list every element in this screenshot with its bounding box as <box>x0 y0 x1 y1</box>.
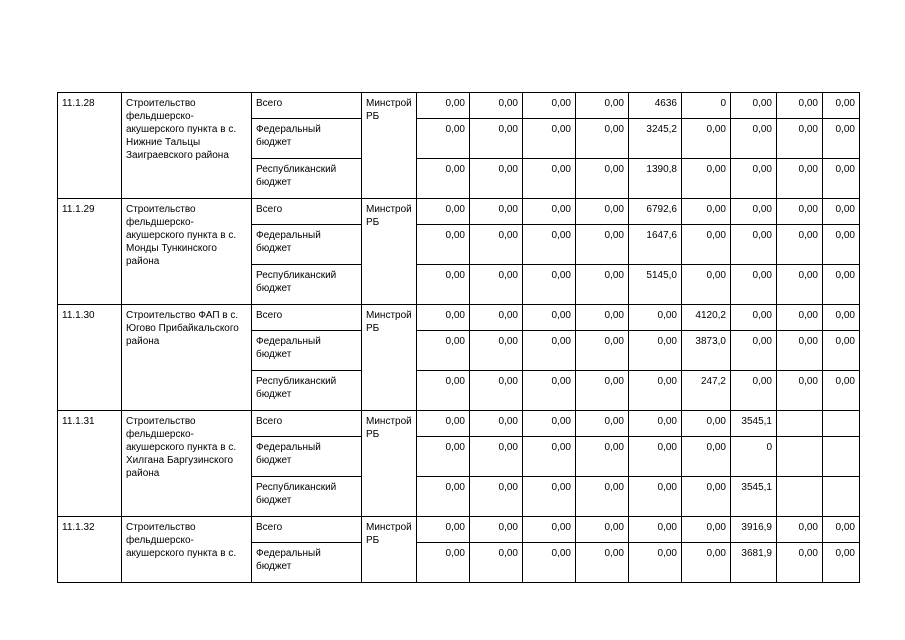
amount-cell <box>777 477 823 517</box>
amount-cell: 0,00 <box>417 371 470 411</box>
amount-cell: 0,00 <box>777 119 823 159</box>
amount-cell: 3545,1 <box>731 477 777 517</box>
funding-source: Федеральный бюджет <box>252 331 362 371</box>
amount-cell: 0,00 <box>470 159 523 199</box>
amount-cell: 0,00 <box>576 119 629 159</box>
amount-cell: 0,00 <box>823 543 860 583</box>
amount-cell: 0,00 <box>523 543 576 583</box>
amount-cell: 0,00 <box>731 225 777 265</box>
executor: Минстрой РБ <box>362 305 417 411</box>
amount-cell: 0,00 <box>731 331 777 371</box>
amount-cell: 0,00 <box>682 543 731 583</box>
amount-cell: 3545,1 <box>731 411 777 437</box>
amount-cell: 0,00 <box>823 371 860 411</box>
amount-cell: 0,00 <box>417 199 470 225</box>
amount-cell <box>823 411 860 437</box>
amount-cell: 0,00 <box>629 331 682 371</box>
amount-cell: 6792,6 <box>629 199 682 225</box>
amount-cell: 0,00 <box>777 199 823 225</box>
executor: Минстрой РБ <box>362 199 417 305</box>
amount-cell: 0,00 <box>682 517 731 543</box>
amount-cell: 0,00 <box>823 331 860 371</box>
amount-cell: 0,00 <box>777 93 823 119</box>
amount-cell: 3681,9 <box>731 543 777 583</box>
amount-cell: 0,00 <box>682 411 731 437</box>
amount-cell: 0,00 <box>777 265 823 305</box>
executor: Минстрой РБ <box>362 517 417 583</box>
amount-cell: 0,00 <box>523 159 576 199</box>
amount-cell: 0,00 <box>629 371 682 411</box>
amount-cell: 4120,2 <box>682 305 731 331</box>
amount-cell: 0,00 <box>523 477 576 517</box>
amount-cell <box>777 437 823 477</box>
amount-cell: 0,00 <box>823 305 860 331</box>
amount-cell: 0,00 <box>576 225 629 265</box>
amount-cell: 247,2 <box>682 371 731 411</box>
amount-cell: 3873,0 <box>682 331 731 371</box>
amount-cell: 0,00 <box>576 543 629 583</box>
amount-cell <box>777 411 823 437</box>
amount-cell: 0,00 <box>731 305 777 331</box>
funding-source: Республиканский бюджет <box>252 265 362 305</box>
amount-cell: 0,00 <box>417 543 470 583</box>
amount-cell: 0,00 <box>470 411 523 437</box>
amount-cell: 1647,6 <box>629 225 682 265</box>
amount-cell: 0,00 <box>417 331 470 371</box>
amount-cell: 3245,2 <box>629 119 682 159</box>
executor: Минстрой РБ <box>362 93 417 199</box>
amount-cell: 0,00 <box>470 265 523 305</box>
amount-cell: 0,00 <box>823 119 860 159</box>
amount-cell: 0,00 <box>523 93 576 119</box>
amount-cell: 0,00 <box>523 119 576 159</box>
item-code: 11.1.30 <box>58 305 122 411</box>
amount-cell: 0,00 <box>629 411 682 437</box>
amount-cell: 0,00 <box>417 119 470 159</box>
amount-cell: 0,00 <box>523 437 576 477</box>
table-row <box>58 199 860 225</box>
amount-cell: 0,00 <box>629 437 682 477</box>
amount-cell: 1390,8 <box>629 159 682 199</box>
item-code: 11.1.32 <box>58 517 122 583</box>
amount-cell: 4636 <box>629 93 682 119</box>
amount-cell: 0,00 <box>682 265 731 305</box>
funding-source: Всего <box>252 305 362 331</box>
amount-cell: 0,00 <box>777 159 823 199</box>
amount-cell: 0,00 <box>576 331 629 371</box>
table-row <box>58 93 860 119</box>
amount-cell: 0,00 <box>576 159 629 199</box>
amount-cell: 0,00 <box>470 477 523 517</box>
amount-cell: 0,00 <box>523 305 576 331</box>
amount-cell: 0,00 <box>629 543 682 583</box>
amount-cell: 0,00 <box>470 331 523 371</box>
amount-cell: 0,00 <box>470 305 523 331</box>
amount-cell: 0,00 <box>682 437 731 477</box>
amount-cell: 0,00 <box>682 119 731 159</box>
funding-source: Федеральный бюджет <box>252 119 362 159</box>
amount-cell: 0,00 <box>576 517 629 543</box>
amount-cell: 0,00 <box>576 305 629 331</box>
amount-cell: 0,00 <box>731 159 777 199</box>
item-name: Строительство фельдшерско-акушерского пункта в с. Монды Тункинского района <box>122 199 252 305</box>
amount-cell: 0,00 <box>823 225 860 265</box>
amount-cell: 0,00 <box>523 199 576 225</box>
amount-cell: 0,00 <box>823 199 860 225</box>
item-name: Строительство ФАП в с. Югово Прибайкальского района <box>122 305 252 411</box>
amount-cell: 0,00 <box>417 437 470 477</box>
amount-cell: 0,00 <box>823 517 860 543</box>
amount-cell: 0,00 <box>523 265 576 305</box>
funding-source: Всего <box>252 199 362 225</box>
amount-cell: 0,00 <box>777 225 823 265</box>
amount-cell: 0 <box>682 93 731 119</box>
funding-source: Республиканский бюджет <box>252 371 362 411</box>
amount-cell: 0,00 <box>823 265 860 305</box>
amount-cell: 0,00 <box>777 371 823 411</box>
amount-cell: 0,00 <box>523 331 576 371</box>
amount-cell: 0,00 <box>629 477 682 517</box>
amount-cell: 0,00 <box>470 93 523 119</box>
amount-cell: 0,00 <box>731 199 777 225</box>
amount-cell: 0,00 <box>470 199 523 225</box>
funding-source: Республиканский бюджет <box>252 477 362 517</box>
amount-cell: 0,00 <box>731 119 777 159</box>
amount-cell: 0,00 <box>417 159 470 199</box>
amount-cell: 0,00 <box>576 93 629 119</box>
table-row <box>58 517 860 543</box>
amount-cell: 0,00 <box>731 265 777 305</box>
amount-cell: 0,00 <box>576 411 629 437</box>
funding-source: Федеральный бюджет <box>252 543 362 583</box>
item-name: Строительство фельдшерско-акушерского пункта в с. <box>122 517 252 583</box>
amount-cell: 0,00 <box>777 517 823 543</box>
funding-source: Всего <box>252 517 362 543</box>
amount-cell: 0,00 <box>731 371 777 411</box>
amount-cell: 0,00 <box>823 159 860 199</box>
funding-source: Федеральный бюджет <box>252 437 362 477</box>
amount-cell: 0,00 <box>417 411 470 437</box>
amount-cell: 0,00 <box>417 265 470 305</box>
amount-cell: 0,00 <box>682 225 731 265</box>
amount-cell: 0,00 <box>777 331 823 371</box>
amount-cell <box>823 477 860 517</box>
amount-cell: 0,00 <box>470 119 523 159</box>
table-row <box>58 411 860 437</box>
amount-cell: 0,00 <box>523 411 576 437</box>
amount-cell: 0,00 <box>682 477 731 517</box>
amount-cell: 0,00 <box>629 517 682 543</box>
amount-cell: 0,00 <box>470 437 523 477</box>
amount-cell: 0,00 <box>629 305 682 331</box>
funding-source: Всего <box>252 411 362 437</box>
item-code: 11.1.31 <box>58 411 122 517</box>
amount-cell: 0,00 <box>576 371 629 411</box>
item-code: 11.1.29 <box>58 199 122 305</box>
amount-cell: 0 <box>731 437 777 477</box>
amount-cell: 5145,0 <box>629 265 682 305</box>
amount-cell: 0,00 <box>417 93 470 119</box>
amount-cell: 0,00 <box>576 477 629 517</box>
funding-source: Всего <box>252 93 362 119</box>
budget-table <box>57 92 860 583</box>
amount-cell: 0,00 <box>731 93 777 119</box>
item-code: 11.1.28 <box>58 93 122 199</box>
amount-cell: 0,00 <box>682 159 731 199</box>
amount-cell: 0,00 <box>417 517 470 543</box>
funding-source: Федеральный бюджет <box>252 225 362 265</box>
amount-cell: 0,00 <box>777 305 823 331</box>
funding-source: Республиканский бюджет <box>252 159 362 199</box>
executor: Минстрой РБ <box>362 411 417 517</box>
amount-cell: 0,00 <box>576 437 629 477</box>
table-row <box>58 305 860 331</box>
amount-cell: 0,00 <box>417 225 470 265</box>
amount-cell: 0,00 <box>470 543 523 583</box>
amount-cell: 0,00 <box>576 199 629 225</box>
amount-cell: 0,00 <box>823 93 860 119</box>
amount-cell: 0,00 <box>470 371 523 411</box>
amount-cell: 0,00 <box>523 371 576 411</box>
amount-cell: 0,00 <box>576 265 629 305</box>
amount-cell: 0,00 <box>523 225 576 265</box>
amount-cell: 0,00 <box>777 543 823 583</box>
amount-cell: 0,00 <box>682 199 731 225</box>
amount-cell <box>823 437 860 477</box>
amount-cell: 0,00 <box>417 477 470 517</box>
amount-cell: 0,00 <box>523 517 576 543</box>
amount-cell: 0,00 <box>470 225 523 265</box>
item-name: Строительство фельдшерско-акушерского пункта в с. Хилгана Баргузинского района <box>122 411 252 517</box>
amount-cell: 0,00 <box>470 517 523 543</box>
amount-cell: 0,00 <box>417 305 470 331</box>
item-name: Строительство фельдшерско-акушерского пункта в с. Нижние Тальцы Заиграевского района <box>122 93 252 199</box>
amount-cell: 3916,9 <box>731 517 777 543</box>
